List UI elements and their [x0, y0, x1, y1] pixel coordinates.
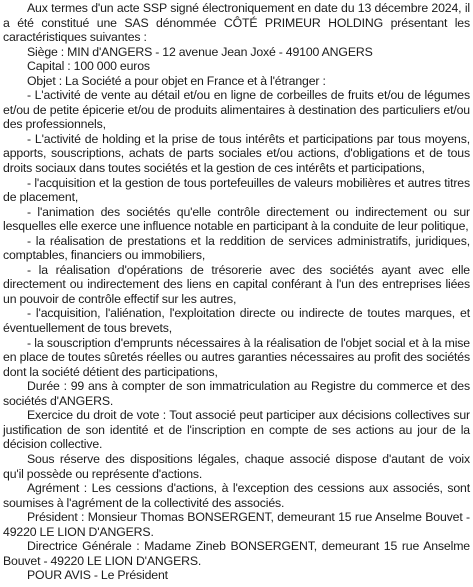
duration: Durée : 99 ans à compter de son immatriculation au Registre du commerce et des sociétés d'ANGERS.: [3, 379, 470, 408]
voting-rights: Exercice du droit de vote : Tout associé peut participer aux décisions collectives sur justification de son identité et de l'inscription en compte de ses actions au jour de la décision collective.: [3, 408, 470, 452]
share-capital: Capital : 100 000 euros: [27, 59, 150, 74]
purpose-item-loans: - la souscription d'emprunts nécessaires à la réalisation de l'objet social et à la mise en place de toutes sûretés réelles ou autres garanties nécessaires au profit des sociétés dont la société détient des participations,: [3, 335, 470, 379]
intro-paragraph: Aux termes d'un acte SSP signé électroniquement en date du 13 décembre 2024, il a été constitué une SAS dénommée CÔTÉ PRIMEUR HOLDING présentant les caractéristiques suivantes :: [3, 1, 470, 45]
purpose-item-treasury: - la réalisation d'opérations de trésorerie avec des sociétés ayant avec elle directement ou indirectement des liens en capital conférant à l'un des entreprises liées un pouvoir de contrôle effectif sur les autres,: [3, 262, 470, 306]
notice-signature: POUR AVIS - Le Président: [27, 568, 168, 583]
registered-office: Siège : MIN d'ANGERS - 12 avenue Jean Joxé - 49100 ANGERS: [27, 44, 373, 59]
general-director: Directrice Générale : Madame Zineb BONSERGENT, demeurant 15 rue Anselme Bouvet - 49220 LE LION D'ANGERS.: [3, 539, 470, 568]
purpose-item-holding: - L'activité de holding et la prise de tous intérêts et participations par tous moyens, apports, souscriptions, achats de parts sociales et/ou actions, d'obligations et de tous droits sociaux dans toutes sociétés et la gestion de ces intérêts et participations,: [3, 131, 470, 176]
corporate-purpose-heading: Objet : La Société a pour objet en France et à l'étranger :: [27, 73, 326, 88]
purpose-item-services: - la réalisation de prestations et la reddition de services administratifs, juridiques, comptables, financiers ou immobiliers,: [3, 233, 470, 263]
voting-reserve: Sous réserve des dispositions légales, chaque associé dispose d'autant de voix qu'il possède ou représente d'actions.: [3, 451, 470, 481]
president: Président : Monsieur Thomas BONSERGENT, demeurant 15 rue Anselme Bouvet - 49220 LE LION D'ANGERS.: [3, 510, 470, 539]
purpose-item-portfolio: - l'acquisition et la gestion de tous portefeuilles de valeurs mobilières et autres titres de placement,: [3, 175, 470, 205]
purpose-item-animation: - l'animation des sociétés qu'elle contrôle directement ou indirectement ou sur lesquelles elle exerce une influence notable en participant à la conduite de leur politique,: [3, 204, 470, 234]
approval-clause: Agrément : Les cessions d'actions, à l'exception des cessions aux associés, sont soumises à l'agrément de la collectivité des associés.: [3, 481, 470, 510]
purpose-item-retail: - L'activité de vente au détail et/ou en ligne de corbeilles de fruits et/ou de légumes et/ou de petite épicerie et/ou de produits alimentaires à destination des particuliers et/ou des professionnels,: [3, 88, 470, 132]
purpose-item-trademarks: - l'acquisition, l'aliénation, l'exploitation directe ou indirecte de toutes marques, et éventuellement de tous brevets,: [3, 306, 470, 336]
